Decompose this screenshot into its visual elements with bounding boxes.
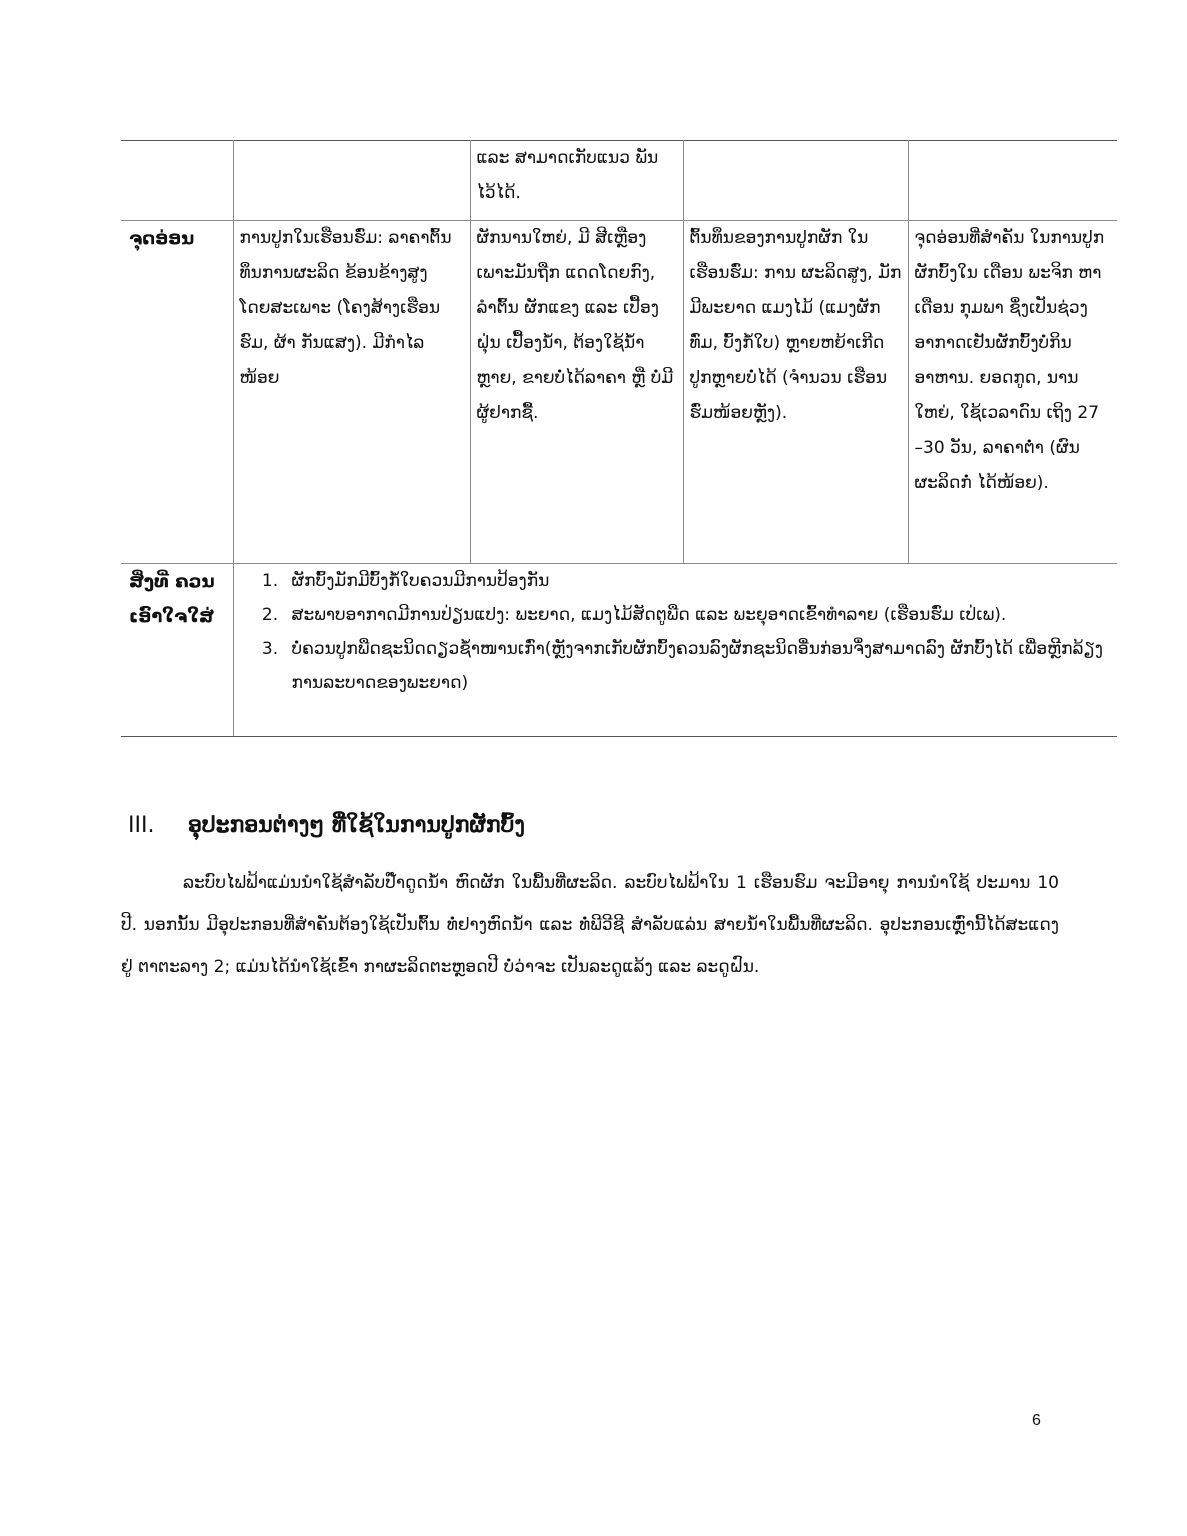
table-cell: ແລະ ສາມາດເກັບແນວ ພັນໄວ້ໄດ້.: [470, 141, 683, 221]
table-cell: [683, 141, 908, 221]
section-number: III.: [128, 813, 155, 838]
table-cell: [908, 141, 1117, 221]
section-title: ອຸປະກອນຕ່າງໆ ທີ່ໃຊ້ໃນການປູກຜັກບົ້ງ: [188, 812, 525, 838]
table-cell: ການປູກໃນເຮືອນຮົ່ມ: ລາຄາຕົ້ນທຶນການຜະລິດ ຂ້ອນຂ້າງສູງ ໂດຍສະເພາະ (ໂຄງສ້າງເຮືອນຮົມ, ຜ້າ ກັນແສງ). ມີກຳໄລໜ້ອຍ: [233, 221, 470, 564]
row-header-weakness: ຈຸດອ່ອນ: [121, 221, 233, 564]
table-cell: [121, 141, 233, 221]
table-cell: ຈຸດອ່ອນທີ່ສຳຄັນ ໃນການປູກຜັກບົ້ງໃນ ເດືອນ ພະຈິກ ຫາເດືອນ ກຸມພາ ຊຶ່ງເປັນຊ່ວງ ອາກາດເຢັນຜັກບົ້ງບໍ່ກິນ ອາຫານ. ຍອດກູດ, ນານໃຫຍ່, ໃຊ້ເວລາດົນ ເຖິງ 27 –30 ວັນ, ລາຄາຕ່ຳ (ຜົນຜະລິດກໍ່ ໄດ້ໜ້ອຍ).: [908, 221, 1117, 564]
concerns-cell: [233, 564, 1117, 737]
table-row: [121, 221, 1117, 564]
page-number: 6: [1032, 1412, 1041, 1429]
section-heading: [128, 812, 525, 838]
table-cell: [233, 141, 470, 221]
list-item: 2. ສະພາບອາກາດມີການປ່ຽນແປງ: ພະຍາດ, ແມງໄມ້ສັດຕູພືດ ແລະ ພະຍຸອາດເຂົ້າທຳລາຍ (ເຮືອນຮົ່ມ ເປ່ເພ).: [284, 598, 1112, 632]
list-item: 1. ຜັກບົ້ງມັກມີບົ້ງກໍ້ໃບຄວນມີການປ້ອງກັນ: [284, 564, 1112, 598]
comparison-table: [121, 140, 1117, 737]
body-paragraph: ລະບົບໄຟຟ້າແມ່ນນຳໃຊ້ສຳລັບປ໊ໍາດູດນ້ຳ ຫົດຜັກ ໃນພື້ນທີ່ຜະລິດ. ລະບົບໄຟຟ້າໃນ 1 ເຮືອນຮົມ ຈະມີອາຍຸ ການນຳໃຊ້ ປະມານ 10 ປີ. ນອກນັ້ນ ມີອຸປະກອນທີ່ສຳຄັນຕ້ອງໃຊ້ເປັນຕົ້ນ ທໍ່ຢາງຫົດນ້ຳ ແລະ ທໍ່ພີວີຊີ ສຳລັບແລ່ນ ສາຍນ້ຳໃນພື້ນທີ່ຜະລິດ. ອຸປະກອນເຫຼົ່ານີ້ໄດ້ສະແດງຢູ່ ຕາຕະລາງ 2; ແມ່ນໄດ້ນຳໃຊ້ເຂົ້າ ກາຜະລິດຕະຫຼອດປີ ບໍ່ວ່າຈະ ເປັນລະດູແລ້ງ ແລະ ລະດູຝົນ.: [121, 873, 1059, 977]
table-row: [121, 564, 1117, 737]
row-header-concerns: ສິ່ງທີ່ ຄວນ ເອົາໃຈໃສ່: [121, 564, 233, 737]
list-item: 3. ບໍ່ຄວນປູກພືດຊະນິດດຽວຊ້ຳໜານເກົ່າ(ຫຼັງຈາກເກັບຜັກບົ້ງຄວນລົງຜັກຊະນິດອື່ນກ່ອນຈຶ່ງສາມາດລົງ ຜັກບົ້ງໄດ້ ເພື່ອຫຼີກລ້ຽງການລະບາດຂອງພະຍາດ): [284, 632, 1112, 700]
concern-list: [240, 564, 1112, 700]
table-cell: ຕົ້ນທຶນຂອງການປູກຜັກ ໃນເຮືອນຮົ່ມ: ການ ຜະລິດສູງ, ມັກມີພະຍາດ ແມງໄມ້ (ແມງຜັກທົ່ມ, ບົ້ງກໍ້ໃບ) ຫຼາຍຫຍ້າເກີດ ປູກຫຼາຍບໍ່ໄດ້ (ຈຳນວນ ເຮືອນຮົ່ມໜ້ອຍຫຼັງ).: [683, 221, 908, 564]
table-cell: ຜັກນານໃຫຍ່, ມີ ສີເຫຼືອງເພາະມັນຖືກ ແດດໂດຍກົງ, ລຳຕົ້ນ ຜັກແຂງ ແລະ ເປື້ອງຝຸ່ນ ເປື້ອງນ້ຳ, ຕ້ອງໃຊ້ນ້ຳ ຫຼາຍ, ຂາຍບໍ່ໄດ້ລາຄາ ຫຼື ບໍ່ມີຜູ້ຢາກຊື້.: [470, 221, 683, 564]
table-row: [121, 141, 1117, 221]
